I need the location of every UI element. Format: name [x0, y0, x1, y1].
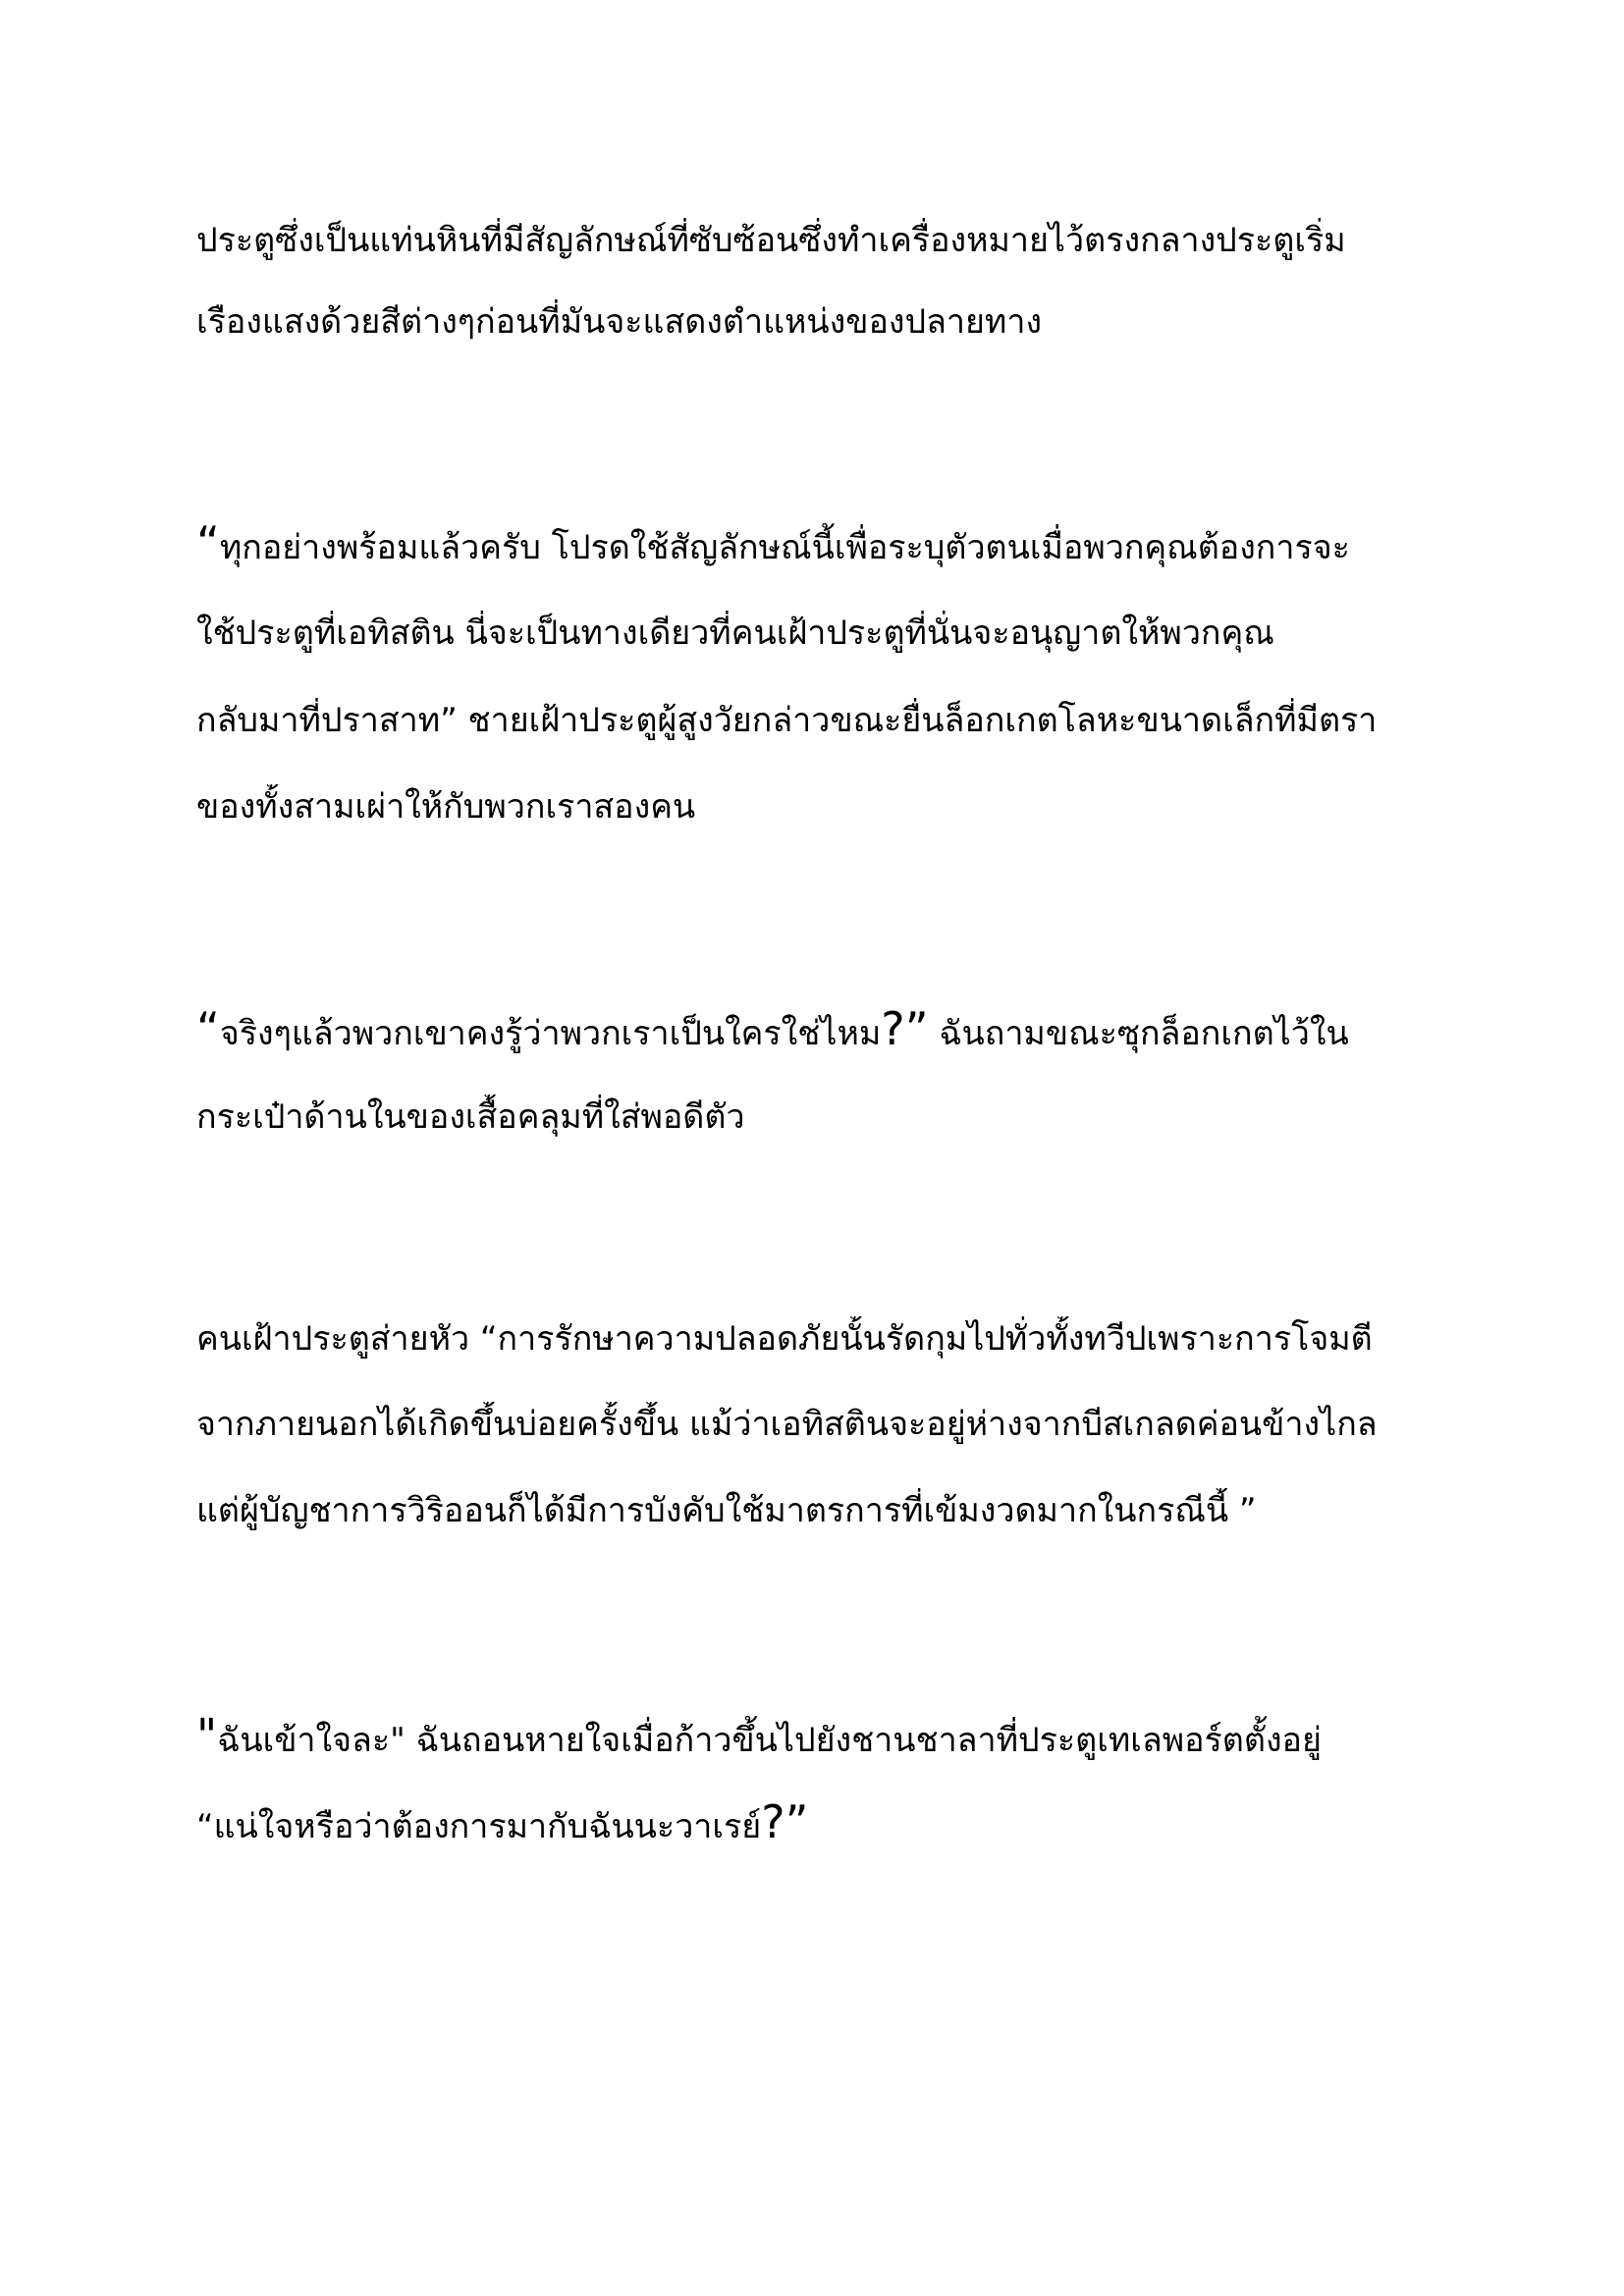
paragraph-5-line-2-text: “แน่ใจหรือว่าต้องการมากับฉันนะวาเรย์ [196, 1807, 762, 1846]
paragraph-5-line-2 [196, 1799, 1473, 1849]
paragraph-4-line-3: แต่ผู้บัญชาการวิริออนก็ได้มีการบังคับใช้มาตรการที่เข้มงวดมากในกรณีนี้ ” [196, 1491, 1257, 1530]
open-quote: " [196, 1713, 218, 1762]
paragraph-1-line-2: เรืองแสงด้วยสีต่างๆก่อนที่มันจะแสดงตำแหน่งของปลายทาง [196, 302, 1043, 342]
paragraph-2-line-1-text: ทุกอย่างพร้อมแล้วครับ โปรดใช้สัญลักษณ์นี้เพื่อระบุตัวตนเมื่อพวกคุณต้องการจะ [219, 528, 1350, 567]
paragraph-3-line-2: กระเป๋าด้านในของเสื้อคลุมที่ใส่พอดีตัว [196, 1097, 745, 1137]
open-quote: “ [196, 520, 220, 569]
paragraph-3-line-1-text: จริงๆแล้วพวกเขาคงรู้ว่าพวกเราเป็นใครใช่ไหม [219, 1014, 882, 1053]
paragraph-3-line-1-tail: ฉันถามขณะซุกล็อกเกตไว้ใน [928, 1014, 1349, 1053]
paragraph-2-line-4: ของทั้งสามเผ่าให้กับพวกเราสองคน [196, 787, 696, 827]
close-question-quote: ?” [881, 1006, 929, 1055]
open-quote: “ [196, 1006, 220, 1055]
paragraph-2-line-2: ใช้ประตูที่เอทิสติน นี่จะเป็นทางเดียวที่คนเฝ้าประตูที่นั่นจะอนุญาตให้พวกคุณ [196, 614, 1274, 653]
paragraph-5-line-1 [196, 1713, 1473, 1763]
paragraph-4-line-1: คนเฝ้าประตูส่ายหัว “การรักษาความปลอดภัยนั้นรัดกุมไปทั่วทั้งทวีปเพราะการโจมตี [196, 1319, 1373, 1359]
paragraph-3-line-1 [196, 1006, 1473, 1056]
paragraph-1-line-1: ประตูซึ่งเป็นแท่นหินที่มีสัญลักษณ์ที่ซับซ้อนซึ่งทำเครื่องหมายไว้ตรงกลางประตูเริ่ม [196, 221, 1346, 260]
paragraph-2-line-1 [196, 520, 1473, 570]
close-question-quote: ?” [761, 1799, 809, 1848]
paragraph-2-line-3: กลับมาที่ปราสาท” ชายเฝ้าประตูผู้สูงวัยกล่าวขณะยื่นล็อกเกตโลหะขนาดเล็กที่มีตรา [196, 701, 1378, 740]
paragraph-5-line-1-text: ฉันเข้าใจละ" ฉันถอนหายใจเมื่อก้าวขึ้นไปยังชานชาลาที่ประตูเทเลพอร์ตตั้งอยู่ [217, 1721, 1322, 1760]
paragraph-4-line-2: จากภายนอกได้เกิดขึ้นบ่อยครั้งขึ้น แม้ว่าเอทิสตินจะอยู่ห่างจากบีสเกลดค่อนข้างไกล [196, 1405, 1378, 1444]
